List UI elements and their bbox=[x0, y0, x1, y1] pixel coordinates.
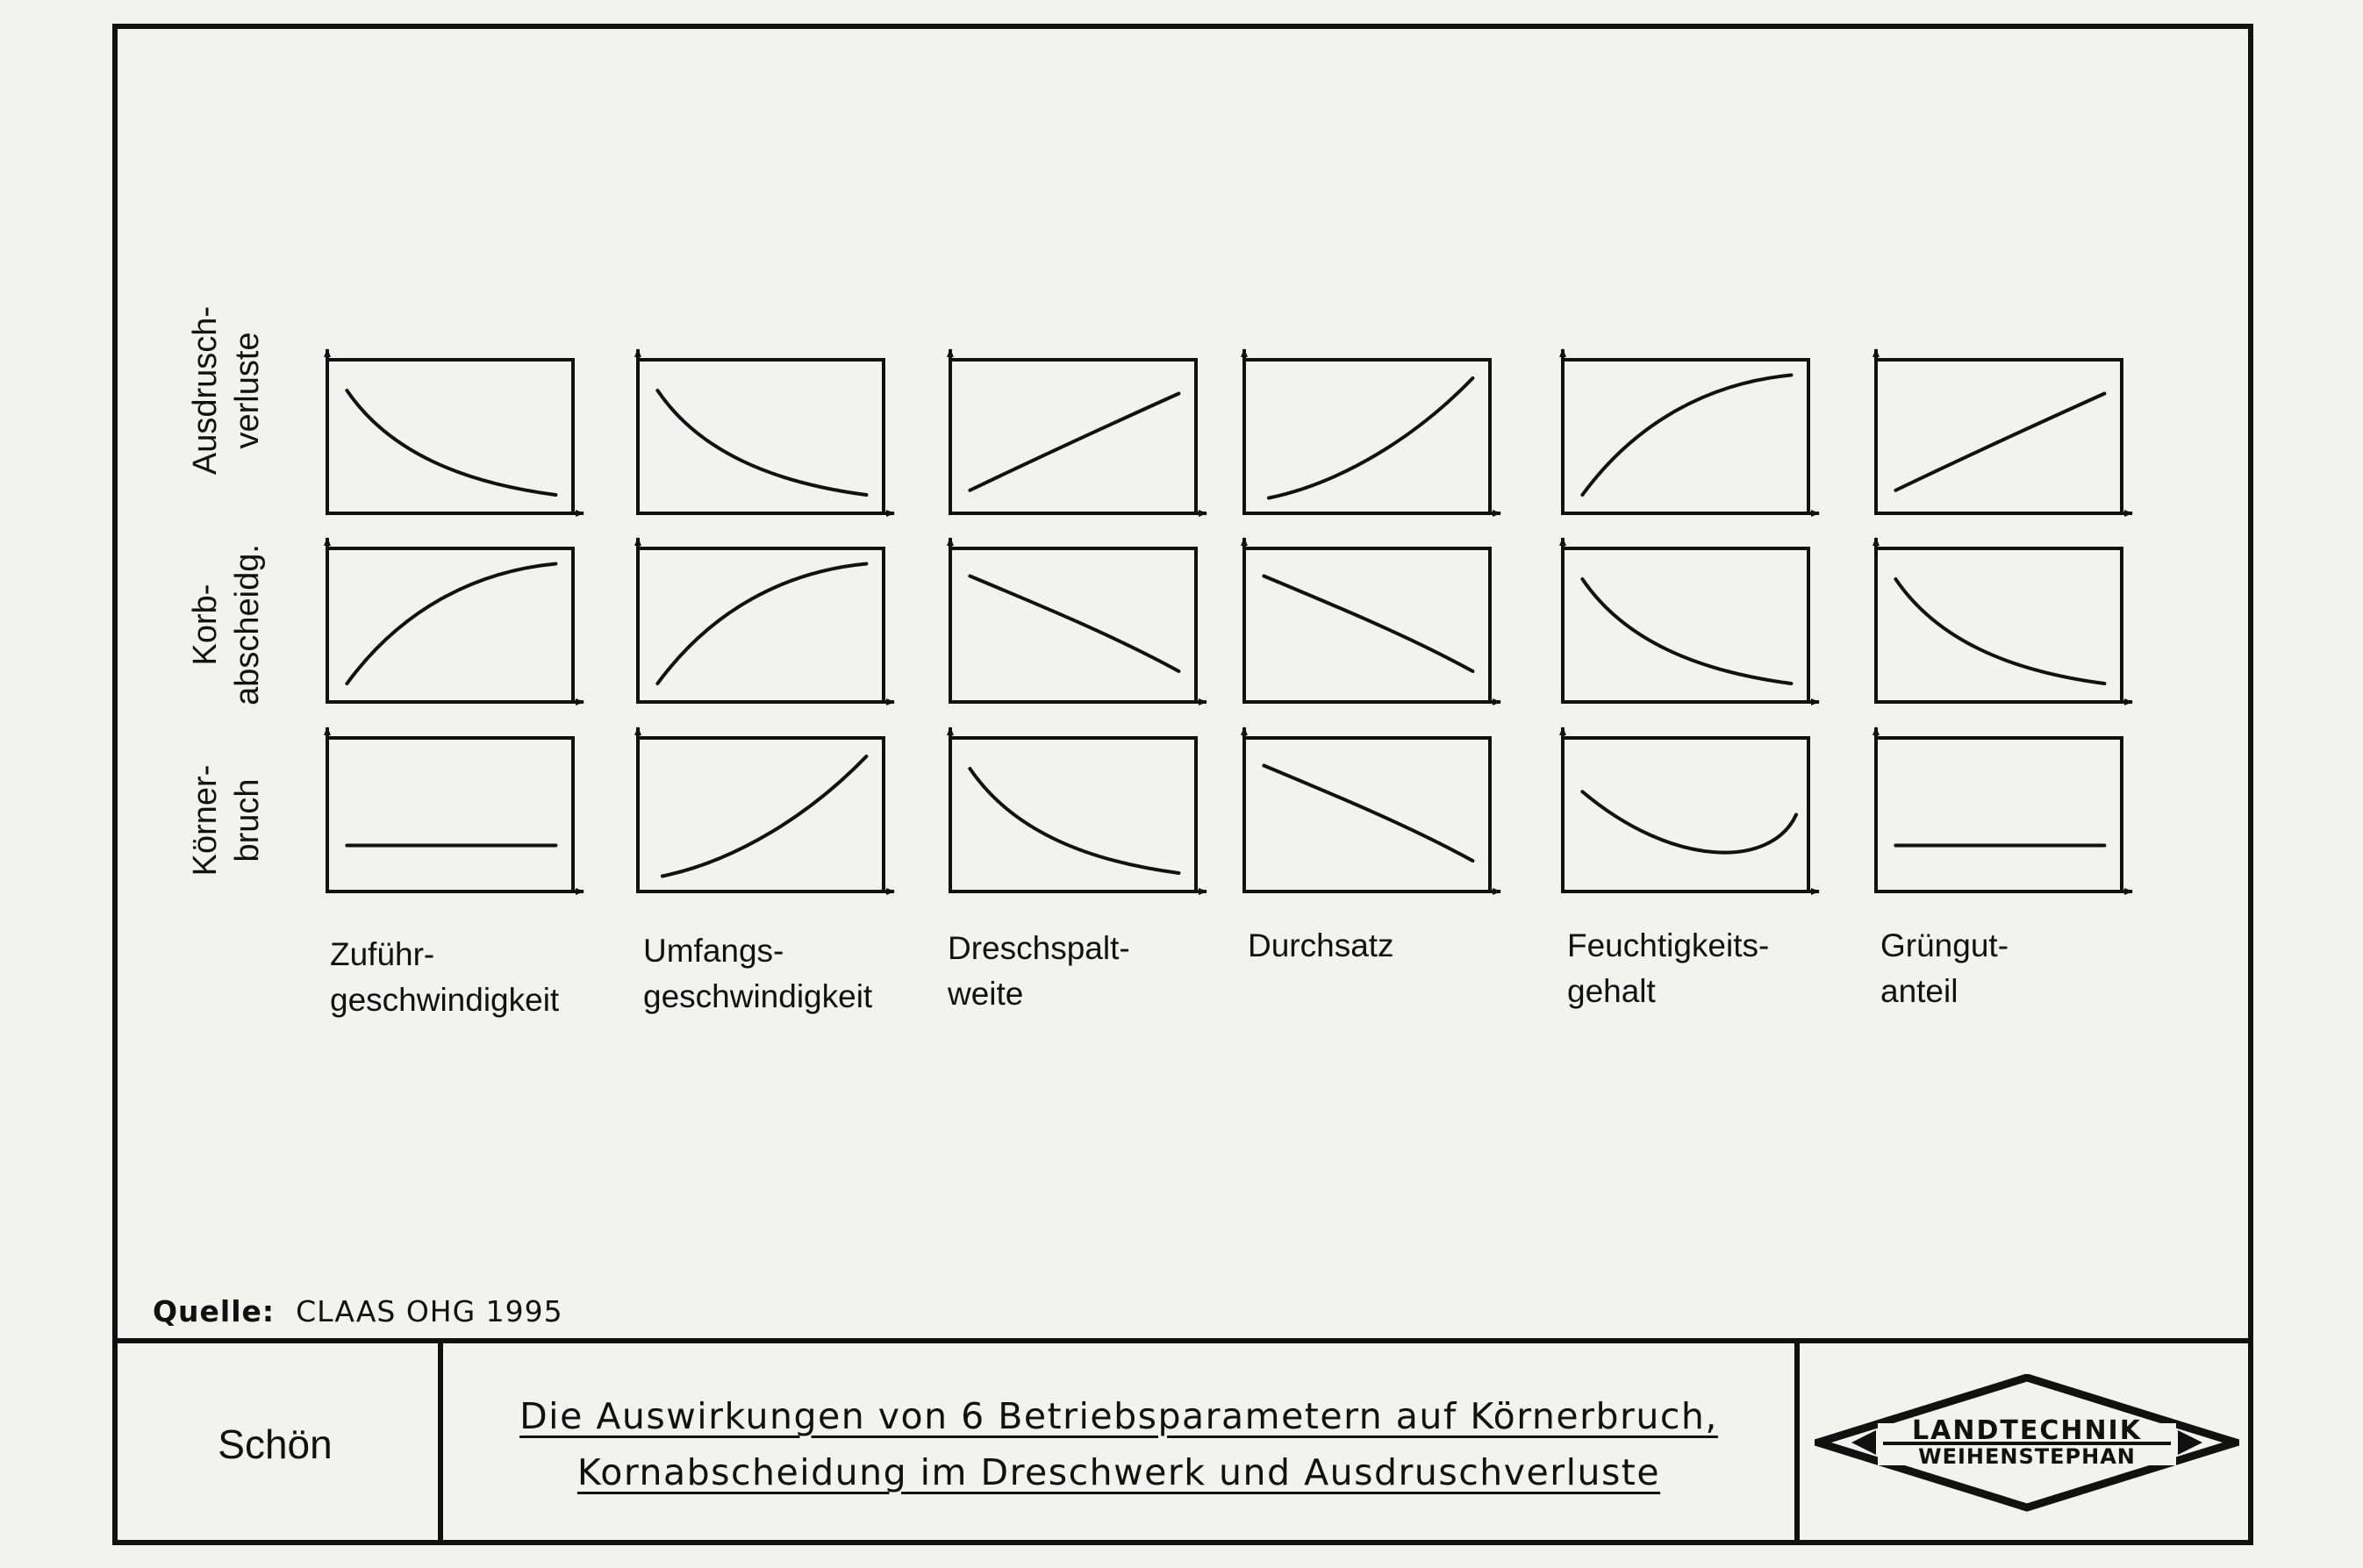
trend-curve-decreasing-convex bbox=[657, 390, 866, 495]
source-value: CLAAS OHG 1995 bbox=[296, 1294, 563, 1328]
logo-cell bbox=[1800, 1343, 2253, 1545]
panel-korbabscheidung-1 bbox=[327, 538, 584, 702]
panel-koernerbruch-6 bbox=[1876, 727, 2132, 891]
trend-curve-u-shaped bbox=[1582, 791, 1796, 852]
panel-ausdruschverluste-6 bbox=[1876, 349, 2132, 513]
panel-frame bbox=[327, 738, 573, 891]
panel-koernerbruch-3 bbox=[950, 727, 1207, 891]
panel-frame bbox=[327, 548, 573, 702]
panel-ausdruschverluste-2 bbox=[638, 349, 894, 513]
col-label-zufuehrgeschwindigkeit bbox=[330, 932, 628, 1023]
trend-curve-decreasing-convex bbox=[1895, 579, 2104, 684]
trend-curve-increasing-convex bbox=[662, 756, 866, 877]
col-label-line2: anteil bbox=[1880, 973, 1958, 1009]
trend-curve-increasing-convex bbox=[1269, 378, 1472, 498]
col-label-line2: geschwindigkeit bbox=[643, 978, 873, 1014]
row-label-ausdruschverluste bbox=[169, 276, 283, 505]
panel-frame bbox=[950, 548, 1196, 702]
panel-koernerbruch-4 bbox=[1244, 727, 1500, 891]
panel-frame bbox=[1563, 360, 1808, 513]
panel-ausdruschverluste-4 bbox=[1244, 349, 1500, 513]
row-label-line2: bruch bbox=[229, 778, 266, 863]
col-label-line1: Grüngut- bbox=[1880, 927, 2009, 963]
col-label-line2: weite bbox=[948, 976, 1024, 1012]
row-label-line1: Ausdrusch- bbox=[187, 305, 224, 476]
source-note bbox=[153, 1294, 563, 1328]
panel-ausdruschverluste-3 bbox=[950, 349, 1207, 513]
col-label-umfangsgeschwindigkeit bbox=[643, 928, 942, 1020]
logo-text-line1: LANDTECHNIK bbox=[1911, 1415, 2142, 1446]
panel-frame bbox=[1244, 548, 1490, 702]
col-label-durchsatz bbox=[1248, 923, 1546, 969]
landtechnik-weihenstephan-logo bbox=[1815, 1374, 2239, 1514]
col-label-line1: Dreschspalt- bbox=[948, 930, 1130, 966]
title-line-1: Die Auswirkungen von 6 Betriebsparametern auf Körnerbruch, bbox=[519, 1395, 1718, 1437]
trend-curve-increasing-linear bbox=[970, 394, 1178, 490]
title-block bbox=[112, 1338, 2253, 1545]
trend-curve-decreasing-linear bbox=[1264, 576, 1472, 672]
trend-curve-decreasing-linear bbox=[1264, 766, 1472, 862]
trend-curve-decreasing-linear bbox=[970, 576, 1178, 672]
panel-frame bbox=[638, 738, 884, 891]
row-label-koernerbruch bbox=[169, 706, 283, 934]
panel-frame bbox=[1244, 738, 1490, 891]
trend-curve-decreasing-convex bbox=[1582, 579, 1791, 684]
trend-curve-increasing-linear bbox=[1895, 394, 2104, 490]
trend-curve-increasing-concave bbox=[347, 564, 555, 684]
trend-curve-increasing-concave bbox=[657, 564, 866, 684]
panel-ausdruschverluste-1 bbox=[327, 349, 584, 513]
col-label-line1: Feuchtigkeits- bbox=[1567, 927, 1770, 963]
col-label-line2: gehalt bbox=[1567, 973, 1656, 1009]
col-label-line1: Durchsatz bbox=[1248, 927, 1394, 963]
row-label-line2: verluste bbox=[229, 332, 266, 449]
panel-koernerbruch-5 bbox=[1563, 727, 1819, 891]
panel-koernerbruch-2 bbox=[638, 727, 894, 891]
row-label-korbabscheidung bbox=[169, 511, 283, 739]
trend-curve-decreasing-convex bbox=[970, 769, 1178, 873]
row-label-line1: Korb- bbox=[187, 584, 224, 666]
col-label-line1: Umfangs- bbox=[643, 933, 784, 969]
title-line-2: Kornabscheidung im Dreschwerk und Ausdruschverluste bbox=[576, 1451, 1661, 1493]
col-label-gruengutanteil bbox=[1880, 923, 2179, 1014]
trend-curve-increasing-concave bbox=[1582, 376, 1791, 496]
panel-korbabscheidung-3 bbox=[950, 538, 1207, 702]
col-label-line2: geschwindigkeit bbox=[330, 982, 560, 1018]
panel-frame bbox=[1876, 738, 2122, 891]
row-label-line1: Körner- bbox=[187, 764, 224, 877]
trend-curve-decreasing-convex bbox=[347, 390, 555, 495]
panel-ausdruschverluste-5 bbox=[1563, 349, 1819, 513]
author-name: Schön bbox=[218, 1421, 333, 1467]
panel-frame bbox=[638, 548, 884, 702]
logo-text-line2: WEIHENSTEPHAN bbox=[1917, 1444, 2136, 1469]
panel-frame bbox=[1876, 360, 2122, 513]
panel-korbabscheidung-5 bbox=[1563, 538, 1819, 702]
panel-frame bbox=[1244, 360, 1490, 513]
panel-korbabscheidung-2 bbox=[638, 538, 894, 702]
col-label-line1: Zuführ- bbox=[330, 936, 435, 972]
panel-korbabscheidung-4 bbox=[1244, 538, 1500, 702]
title-cell bbox=[443, 1343, 1800, 1545]
panel-frame bbox=[950, 360, 1196, 513]
row-label-line2: abscheidg. bbox=[229, 544, 266, 705]
panel-frame bbox=[1563, 738, 1808, 891]
author-cell bbox=[112, 1343, 443, 1545]
source-label: Quelle: bbox=[153, 1294, 276, 1328]
panel-koernerbruch-1 bbox=[327, 727, 584, 891]
col-label-feuchtigkeitsgehalt bbox=[1567, 923, 1865, 1014]
panel-korbabscheidung-6 bbox=[1876, 538, 2132, 702]
col-label-dreschspaltweite bbox=[948, 926, 1246, 1017]
